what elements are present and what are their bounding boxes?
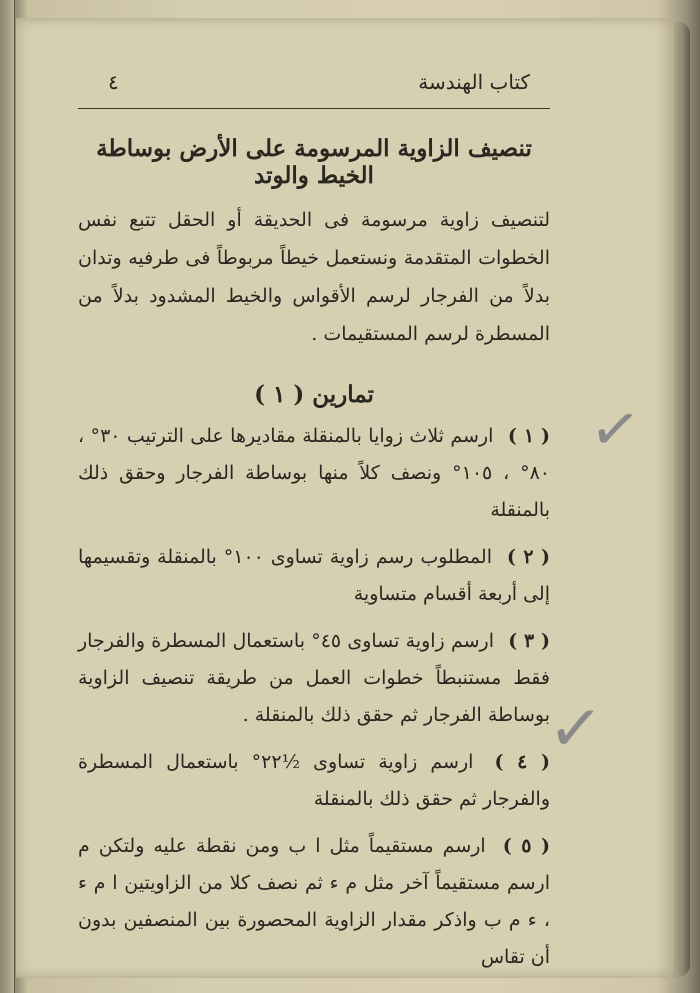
- running-title: كتاب الهندسة: [418, 70, 530, 94]
- page-number: ٤: [108, 70, 119, 94]
- exercise-number: ( ٤ ): [494, 751, 550, 773]
- exercises-heading: تمارين ( ١ ): [254, 381, 374, 408]
- exercise-number: ( ٣ ): [508, 630, 551, 652]
- exercise-item: [78, 418, 550, 529]
- exercise-text: المطلوب رسم زاوية تساوى ١٠٠° بالمنقلة وتقسيمها إلى أربعة أقسام متساوية: [78, 546, 550, 605]
- intro-paragraph: لتنصيف زاوية مرسومة فى الحديقة أو الحقل تتبع نفس الخطوات المتقدمة ونستعمل خيطاً مربوطاً فى طرفيه وتدان بدلاً من الفرجار لرسم الأقواس والخيط المشدود بدلاً من المسطرة لرسم المستقيمات .: [78, 209, 550, 345]
- exercise-number: ( ٥ ): [502, 835, 550, 857]
- page-edge-shadow: [672, 22, 690, 977]
- exercise-text: ارسم مستقيماً مثل ا ب ومن نقطة عليه ولتكن م ارسم مستقيماً آخر مثل م ء ثم نصف كلا من الزاويتين ا م ء ، ء م ب واذكر مقدار الزاوية المحصورة بين المنصفين بدون أن تقاس: [78, 835, 550, 968]
- facing-page-edge: [0, 0, 15, 993]
- exercise-number: ( ١ ): [507, 425, 551, 447]
- exercise-item: [78, 623, 550, 734]
- exercise-text: ارسم زاوية تساوى ٤٥° باستعمال المسطرة والفرجار فقط مستنبطاً خطوات العمل من طريقة تنصيف الزاوية بوساطة الفرجار ثم حقق ذلك بالمنقلة .: [78, 630, 550, 726]
- exercise-text: ارسم زاوية تساوى ½٢٢° باستعمال المسطرة والفرجار ثم حقق ذلك بالمنقلة: [78, 751, 550, 810]
- pencil-check-mark: ✓: [545, 688, 606, 769]
- exercise-item: [78, 744, 550, 818]
- exercise-number: ( ٢ ): [506, 546, 550, 568]
- exercise-item: [78, 828, 550, 976]
- exercise-item: [78, 539, 550, 613]
- page-header: [78, 70, 550, 109]
- pencil-check-mark: ✓: [585, 391, 645, 469]
- exercise-text: ارسم ثلاث زوايا بالمنقلة مقاديرها على الترتيب ٣٠° ، ٨٠° ، ١٠٥° ونصف كلاً منها بوساطة الفرجار وحقق ذلك بالمنقلة: [78, 425, 551, 521]
- page-content: [78, 70, 550, 976]
- section-title: تنصيف الزاوية المرسومة على الأرض بوساطة الخيط والوتد: [96, 135, 532, 189]
